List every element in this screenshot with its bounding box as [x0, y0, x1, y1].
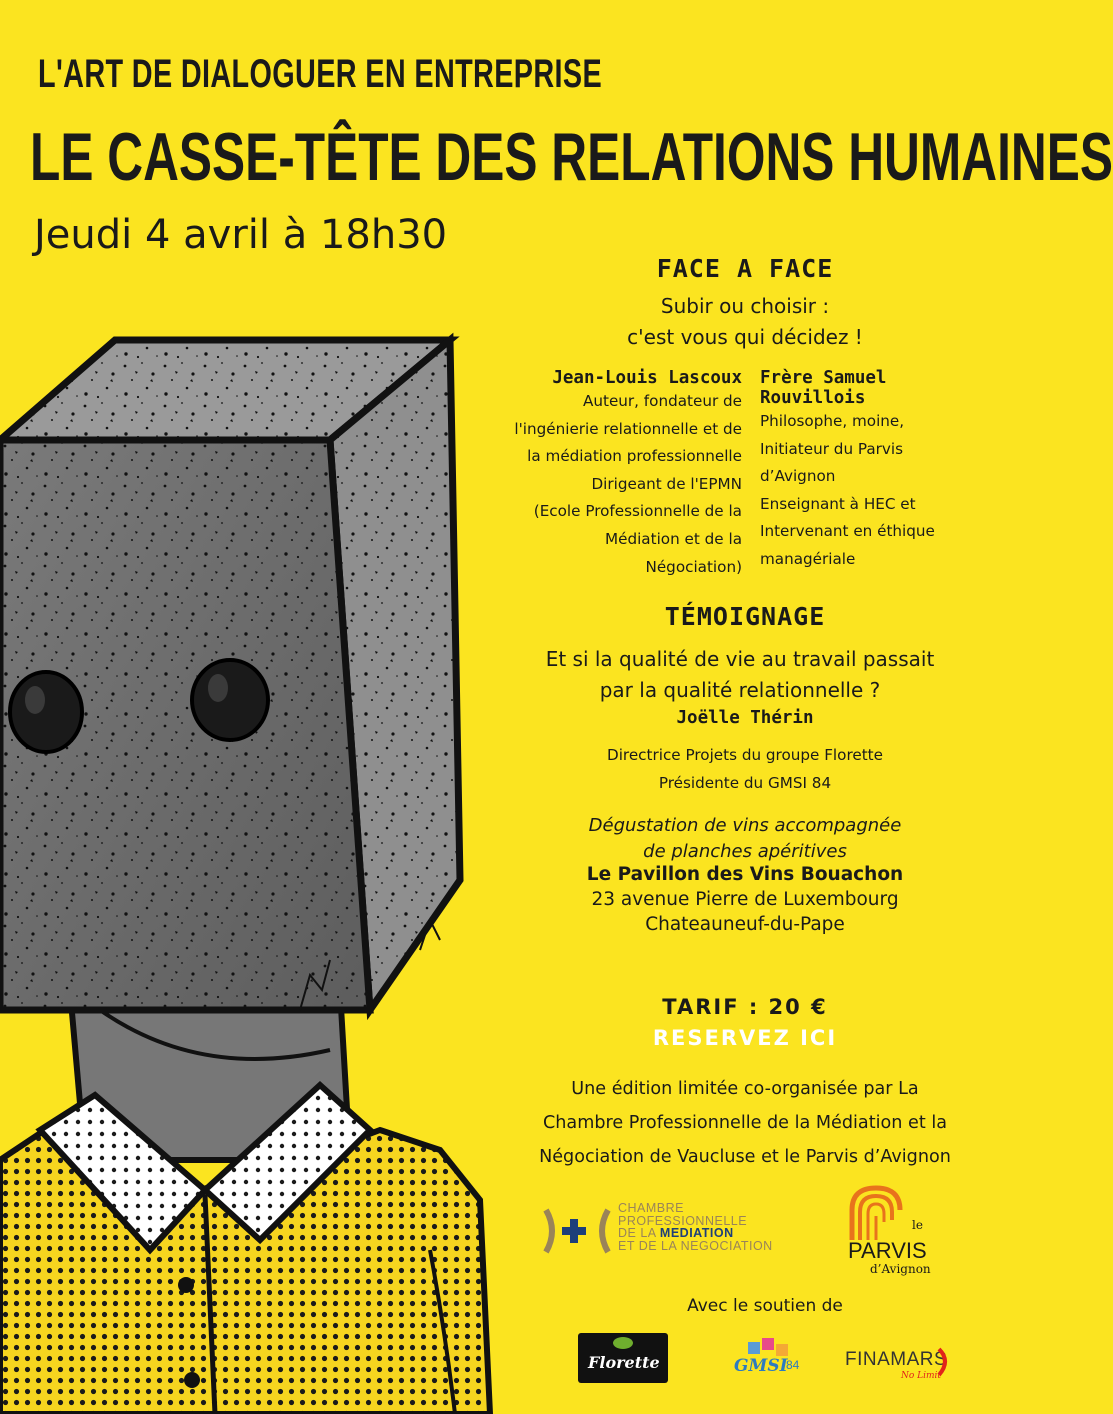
venue-name: Le Pavillon des Vins Bouachon — [586, 864, 904, 885]
logo-text-line: PARVIS — [848, 1238, 927, 1263]
coorganizers-line: Chambre Professionnelle de la Médiation et la — [543, 1113, 947, 1133]
tasting-line: Dégustation de vins accompagnée — [588, 815, 902, 836]
leaf-icon — [578, 1333, 668, 1353]
question-line: c'est vous qui décidez ! — [627, 325, 863, 349]
tasting-line: de planches apéritives — [643, 841, 847, 862]
face-a-face-title: FACE A FACE — [656, 254, 834, 283]
role-line: Directrice Projets du groupe Florette — [607, 746, 883, 764]
speaker-bio-line: Négociation) — [645, 557, 742, 576]
logo-text: No Limit — [901, 1371, 942, 1381]
logo-text-word: MEDIATION — [659, 1226, 734, 1240]
logo-text-line: le — [912, 1218, 923, 1232]
speaker-bio-line: Enseignant à HEC et — [760, 494, 916, 513]
logo-text-line: PROFESSIONNELLE — [618, 1213, 748, 1228]
speaker-bio-line: Philosophe, moine, — [760, 412, 905, 430]
logo-text-line: CHAMBRE — [618, 1201, 685, 1215]
speaker-bio-line: la médiation professionnelle — [527, 447, 742, 466]
venue-address-line: 23 avenue Pierre de Luxembourg — [591, 889, 899, 910]
speaker-bio-line: Auteur, fondateur de — [582, 392, 742, 410]
logo-text-word: DE LA — [618, 1226, 656, 1240]
venue — [500, 862, 990, 937]
coorganizers-text — [480, 1072, 1010, 1174]
speaker-samuel-rouvillois — [760, 368, 1000, 574]
logo-text: GMSI — [734, 1356, 788, 1376]
reserve-link[interactable]: RESERVEZ ICI — [652, 1026, 838, 1050]
face-a-face-question — [560, 291, 930, 353]
speaker-bio-line: Initiateur du Parvis — [760, 439, 904, 458]
speaker-name: Jean-Louis Lascoux — [552, 368, 742, 388]
speaker-bio-line: Intervenant en éthique — [760, 522, 935, 541]
coorganizers-line: Négociation de Vaucluse et le Parvis d’Avignon — [539, 1147, 951, 1167]
logo-text-line: d’Avignon — [870, 1262, 931, 1276]
chambre-mediation-logo — [540, 1196, 800, 1266]
temoignage-title: TÉMOIGNAGE — [664, 602, 826, 631]
question-line: Et si la qualité de vie au travail passait — [545, 647, 935, 671]
logo-text: FINAMARS — [845, 1349, 948, 1370]
question-line: par la qualité relationnelle ? — [599, 678, 881, 702]
tarif-price: TARIF : 20 € — [662, 995, 828, 1019]
speaker-bio-line: (Ecole Professionnelle de la — [533, 502, 742, 521]
mediation-plus-icon — [540, 1196, 618, 1266]
logo-text-line — [618, 1227, 773, 1240]
parvis-avignon-logo — [846, 1180, 946, 1280]
speaker-bio-line: Médiation et de la — [605, 529, 742, 548]
speaker-bio-line: d’Avignon — [760, 467, 836, 486]
question-line: Subir ou choisir : — [660, 294, 830, 318]
event-datetime: Jeudi 4 avril à 18h30 — [34, 212, 448, 258]
speaker-name: Frère Samuel Rouvillois — [760, 368, 887, 408]
gmsi84-logo — [730, 1336, 810, 1384]
tasting-description — [500, 813, 990, 865]
speaker-bio-line: managériale — [760, 549, 856, 568]
speaker-jean-louis-lascoux — [514, 368, 742, 581]
venue-address-line: Chateauneuf-du-Pape — [645, 914, 845, 935]
florette-logo — [578, 1333, 668, 1383]
temoignage-speaker-name: Joëlle Thérin — [676, 708, 814, 728]
temoignage-speaker-role — [520, 741, 970, 797]
event-kicker: L'ART DE DIALOGUER EN ENTREPRISE — [38, 52, 603, 96]
finamars-logo — [845, 1345, 955, 1385]
coorganizers-line: Une édition limitée co-organisée par La — [571, 1079, 919, 1099]
logo-text-line: ET DE LA NEGOCIATION — [618, 1238, 773, 1253]
temoignage-question — [480, 644, 1000, 706]
speaker-bio-line: l'ingénierie relationnelle et de — [514, 419, 742, 438]
event-headline: LE CASSE-TÊTE DES RELATIONS HUMAINES — [30, 119, 1113, 195]
speaker-bio-line: Dirigeant de l'EPMN — [591, 474, 742, 493]
support-label: Avec le soutien de — [687, 1296, 843, 1316]
logo-text: 84 — [786, 1358, 800, 1372]
role-line: Présidente du GMSI 84 — [658, 774, 832, 792]
logo-text: Florette — [588, 1353, 660, 1372]
